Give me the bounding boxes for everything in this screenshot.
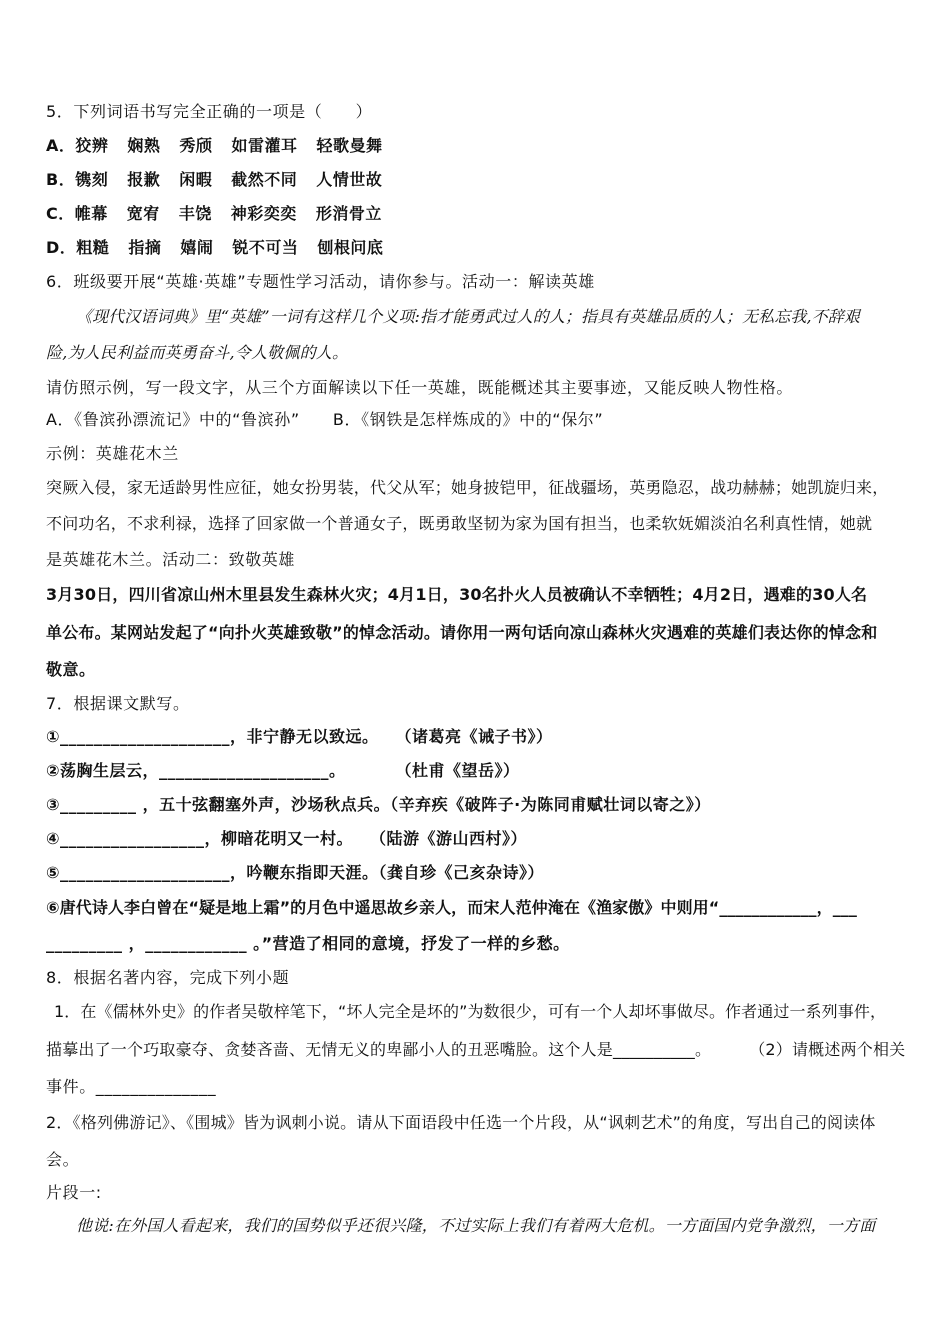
q8-sub2-line-1: 2．《格列佛游记》、《围城》皆为讽刺小说。请从下面语段中任选一个片段，从“讽刺艺术”的角度，写出自己的阅读体	[46, 1113, 876, 1132]
option-word: 闲暇	[179, 170, 213, 189]
q5-option-d	[46, 238, 383, 258]
option-label: D．	[46, 238, 77, 257]
option-word: 指摘	[128, 238, 162, 257]
q5-option-b	[46, 170, 382, 190]
option-label: A．	[46, 136, 76, 155]
option-word: 粗糙	[76, 238, 110, 257]
q8-stem: 8．根据名著内容，完成下列小题	[46, 968, 290, 987]
q7-line-4: ④_________________，柳暗花明又一村。 （陆游《游山西村》）	[46, 829, 528, 848]
q6-example-title: 示例：英雄花木兰	[46, 444, 179, 463]
option-word: 如雷灌耳	[231, 136, 298, 155]
q8-fragment-label: 片段一:	[46, 1183, 102, 1202]
q6-event-line-3: 敬意。	[46, 660, 96, 679]
q7-line-6a: ⑥唐代诗人李白曾在“疑是地上霜”的月色中遥思故乡亲人，而宋人范仲淹在《渔家傲》中则用“____________，___	[46, 898, 857, 917]
option-word: 锐不可当	[232, 238, 299, 257]
q7-line-3: ③_________ ，五十弦翻塞外声，沙场秋点兵。（辛弃疾《破阵子·为陈同甫赋壮词以寄之》）	[46, 795, 711, 814]
q8-sub1-followup: （2）请概述两个相关	[749, 1040, 906, 1059]
option-label: B．	[46, 170, 76, 189]
option-word: 报歉	[127, 170, 161, 189]
option-word: 刨根问底	[317, 238, 384, 257]
option-word: 帷幕	[74, 204, 108, 223]
option-word: 娴熟	[127, 136, 161, 155]
option-word: 截然不同	[231, 170, 298, 189]
q8-sub2-line-2: 会。	[46, 1150, 80, 1169]
q7-line-1: ①____________________，非宁静无以致远。 （诸葛亮《诫子书》）	[46, 727, 553, 746]
q8-sub1-text: 描摹出了一个巧取豪夺、贪婪吝啬、无情无义的卑鄙小人的丑恶嘴脸。这个人是__________。	[46, 1040, 712, 1059]
option-word: 狡辨	[75, 136, 109, 155]
q6-stem: 6．班级要开展“英雄·英雄”专题性学习活动，请你参与。活动一：解读英雄	[46, 272, 595, 291]
q6-example-line-3: 是英雄花木兰。活动二：致敬英雄	[46, 550, 296, 569]
q6-dictionary-line-1: 《现代汉语词典》里“英雄”一词有这样几个义项:指才能勇武过人的人；指具有英雄品质的人；无私忘我,不辞艰	[76, 307, 860, 326]
q8-fragment-text: 他说:在外国人看起来，我们的国势似乎还很兴隆，不过实际上我们有着两大危机。一方面国内党争激烈，一方面	[76, 1216, 876, 1235]
q8-sub1-line-3: 事件。______________	[46, 1077, 217, 1096]
q6-dictionary-line-2: 险,为人民利益而英勇奋斗,令人敬佩的人。	[46, 343, 349, 362]
option-word: 形消骨立	[315, 204, 382, 223]
q6-example-line-2: 不问功名，不求利禄，选择了回家做一个普通女子，既勇敢坚韧为家为国有担当，也柔软妩媚淡泊名利真性情，她就	[46, 514, 873, 533]
q7-stem: 7．根据课文默写。	[46, 694, 190, 713]
q6-event-line-1: 3月30日，四川省凉山州木里县发生森林火灾；4月1日，30名扑火人员被确认不幸牺牲；4月2日，遇难的30人名	[46, 585, 868, 604]
option-word: 宽宥	[126, 204, 160, 223]
option-word: 轻歌曼舞	[316, 136, 383, 155]
q7-line-5: ⑤____________________，吟鞭东指即天涯。（龚自珍《己亥杂诗》）	[46, 863, 545, 882]
option-label: C．	[46, 204, 75, 223]
option-word: 丰饶	[178, 204, 212, 223]
option-word: 镌刻	[75, 170, 109, 189]
q5-option-c	[46, 204, 382, 224]
option-word: 嬉闹	[180, 238, 214, 257]
q5-stem: 5．下列词语书写完全正确的一项是（ ）	[46, 102, 373, 121]
q6-event-line-2: 单公布。某网站发起了“向扑火英雄致敬”的悼念活动。请你用一两句话向凉山森林火灾遇难的英雄们表达你的悼念和	[46, 623, 878, 642]
q7-line-6b: _________ ，____________ 。”营造了相同的意境，抒发了一样的乡愁。	[46, 934, 570, 953]
q5-option-a	[46, 136, 382, 156]
option-word: 人情世故	[316, 170, 383, 189]
q8-sub1-line-1: 1．在《儒林外史》的作者吴敬梓笔下，“坏人完全是坏的”为数很少，可有一个人却坏事做尽。作者通过一系列事件，	[54, 1002, 887, 1021]
q6-choices: A．《鲁滨孙漂流记》中的“鲁滨孙” B．《钢铁是怎样炼成的》中的“保尔”	[46, 410, 604, 429]
q8-sub1-line-2	[46, 1040, 905, 1060]
q6-example-line-1: 突厥入侵，家无适龄男性应征，她女扮男装，代父从军；她身披铠甲，征战疆场，英勇隐忍，战功赫赫；她凯旋归来，	[46, 478, 889, 497]
q7-line-2: ②荡胸生层云，____________________。 （杜甫《望岳》）	[46, 761, 520, 780]
option-word: 神彩奕奕	[230, 204, 297, 223]
q6-task: 请仿照示例，写一段文字，从三个方面解读以下任一英雄，既能概述其主要事迹，又能反映人物性格。	[46, 378, 794, 397]
option-word: 秀颀	[179, 136, 213, 155]
